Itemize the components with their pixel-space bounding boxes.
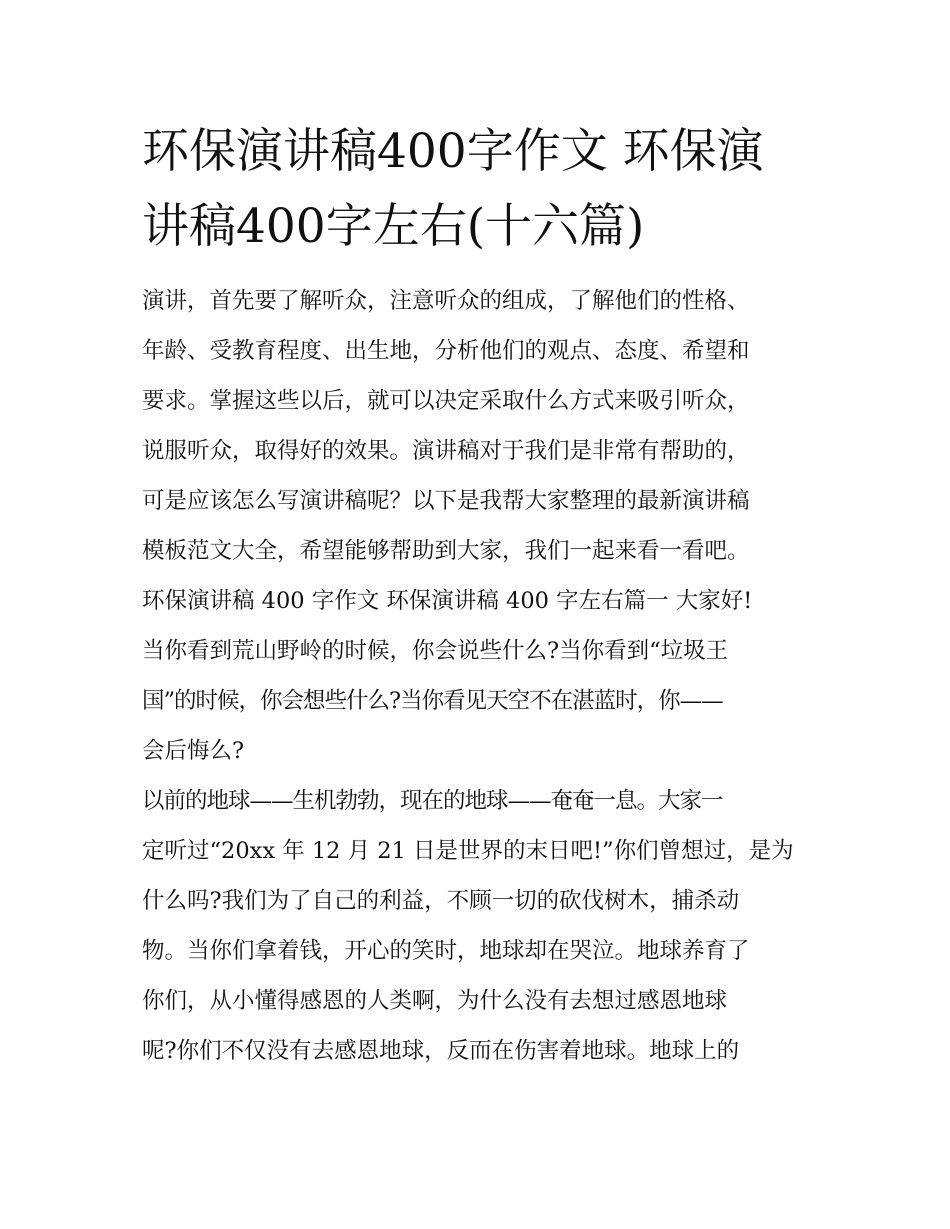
para2-line-3: 什么吗?我们为了自己的利益，不顾一切的砍伐树木，捕杀动 (142, 888, 740, 914)
para1-line-3: 会后悔么? (142, 738, 245, 764)
para2-line-6: 呢?你们不仅没有去感恩地球，反而在伤害着地球。地球上的 (142, 1038, 740, 1064)
para1-line-2: 国”的时候，你会想些什么?当你看见天空不在湛蓝时，你—— (142, 688, 723, 714)
paragraph-1 (142, 626, 817, 776)
document-content (142, 114, 817, 1076)
title-line-1: 环保演讲稿400字作文 环保演 (142, 124, 764, 179)
paragraph-2 (142, 776, 817, 1076)
para2-line-2: 定听过“20xx 年 12 月 21 日是世界的末日吧!”你们曾想过，是为 (142, 838, 794, 864)
para2-line-5: 你们，从小懂得感恩的人类啊，为什么没有去想过感恩地球 (142, 988, 728, 1014)
para1-line-1: 当你看到荒山野岭的时候，你会说些什么?当你看到“垃圾王 (142, 638, 729, 664)
section-heading (142, 576, 817, 626)
intro-paragraph (142, 276, 817, 576)
intro-line-1: 演讲，首先要了解听众，注意听众的组成，了解他们的性格、 (142, 288, 750, 314)
intro-line-2: 年龄、受教育程度、出生地，分析他们的观点、态度、希望和 (142, 338, 750, 364)
intro-line-4: 说服听众，取得好的效果。演讲稿对于我们是非常有帮助的， (142, 438, 750, 464)
intro-line-3: 要求。掌握这些以后，就可以决定采取什么方式来吸引听众， (142, 388, 750, 414)
document-body (142, 276, 817, 1076)
intro-line-5: 可是应该怎么写演讲稿呢？以下是我帮大家整理的最新演讲稿 (142, 488, 750, 514)
title-line-2: 讲稿400字左右(十六篇) (142, 199, 645, 254)
document-title (142, 114, 817, 264)
section-heading-line: 环保演讲稿 400 字作文 环保演讲稿 400 字左右篇一 大家好! (142, 588, 753, 614)
para2-line-4: 物。当你们拿着钱，开心的笑时，地球却在哭泣。地球养育了 (142, 938, 750, 964)
intro-line-6: 模板范文大全，希望能够帮助到大家，我们一起来看一看吧。 (142, 538, 750, 564)
para2-line-1: 以前的地球——生机勃勃，现在的地球——奄奄一息。大家一 (142, 788, 723, 814)
